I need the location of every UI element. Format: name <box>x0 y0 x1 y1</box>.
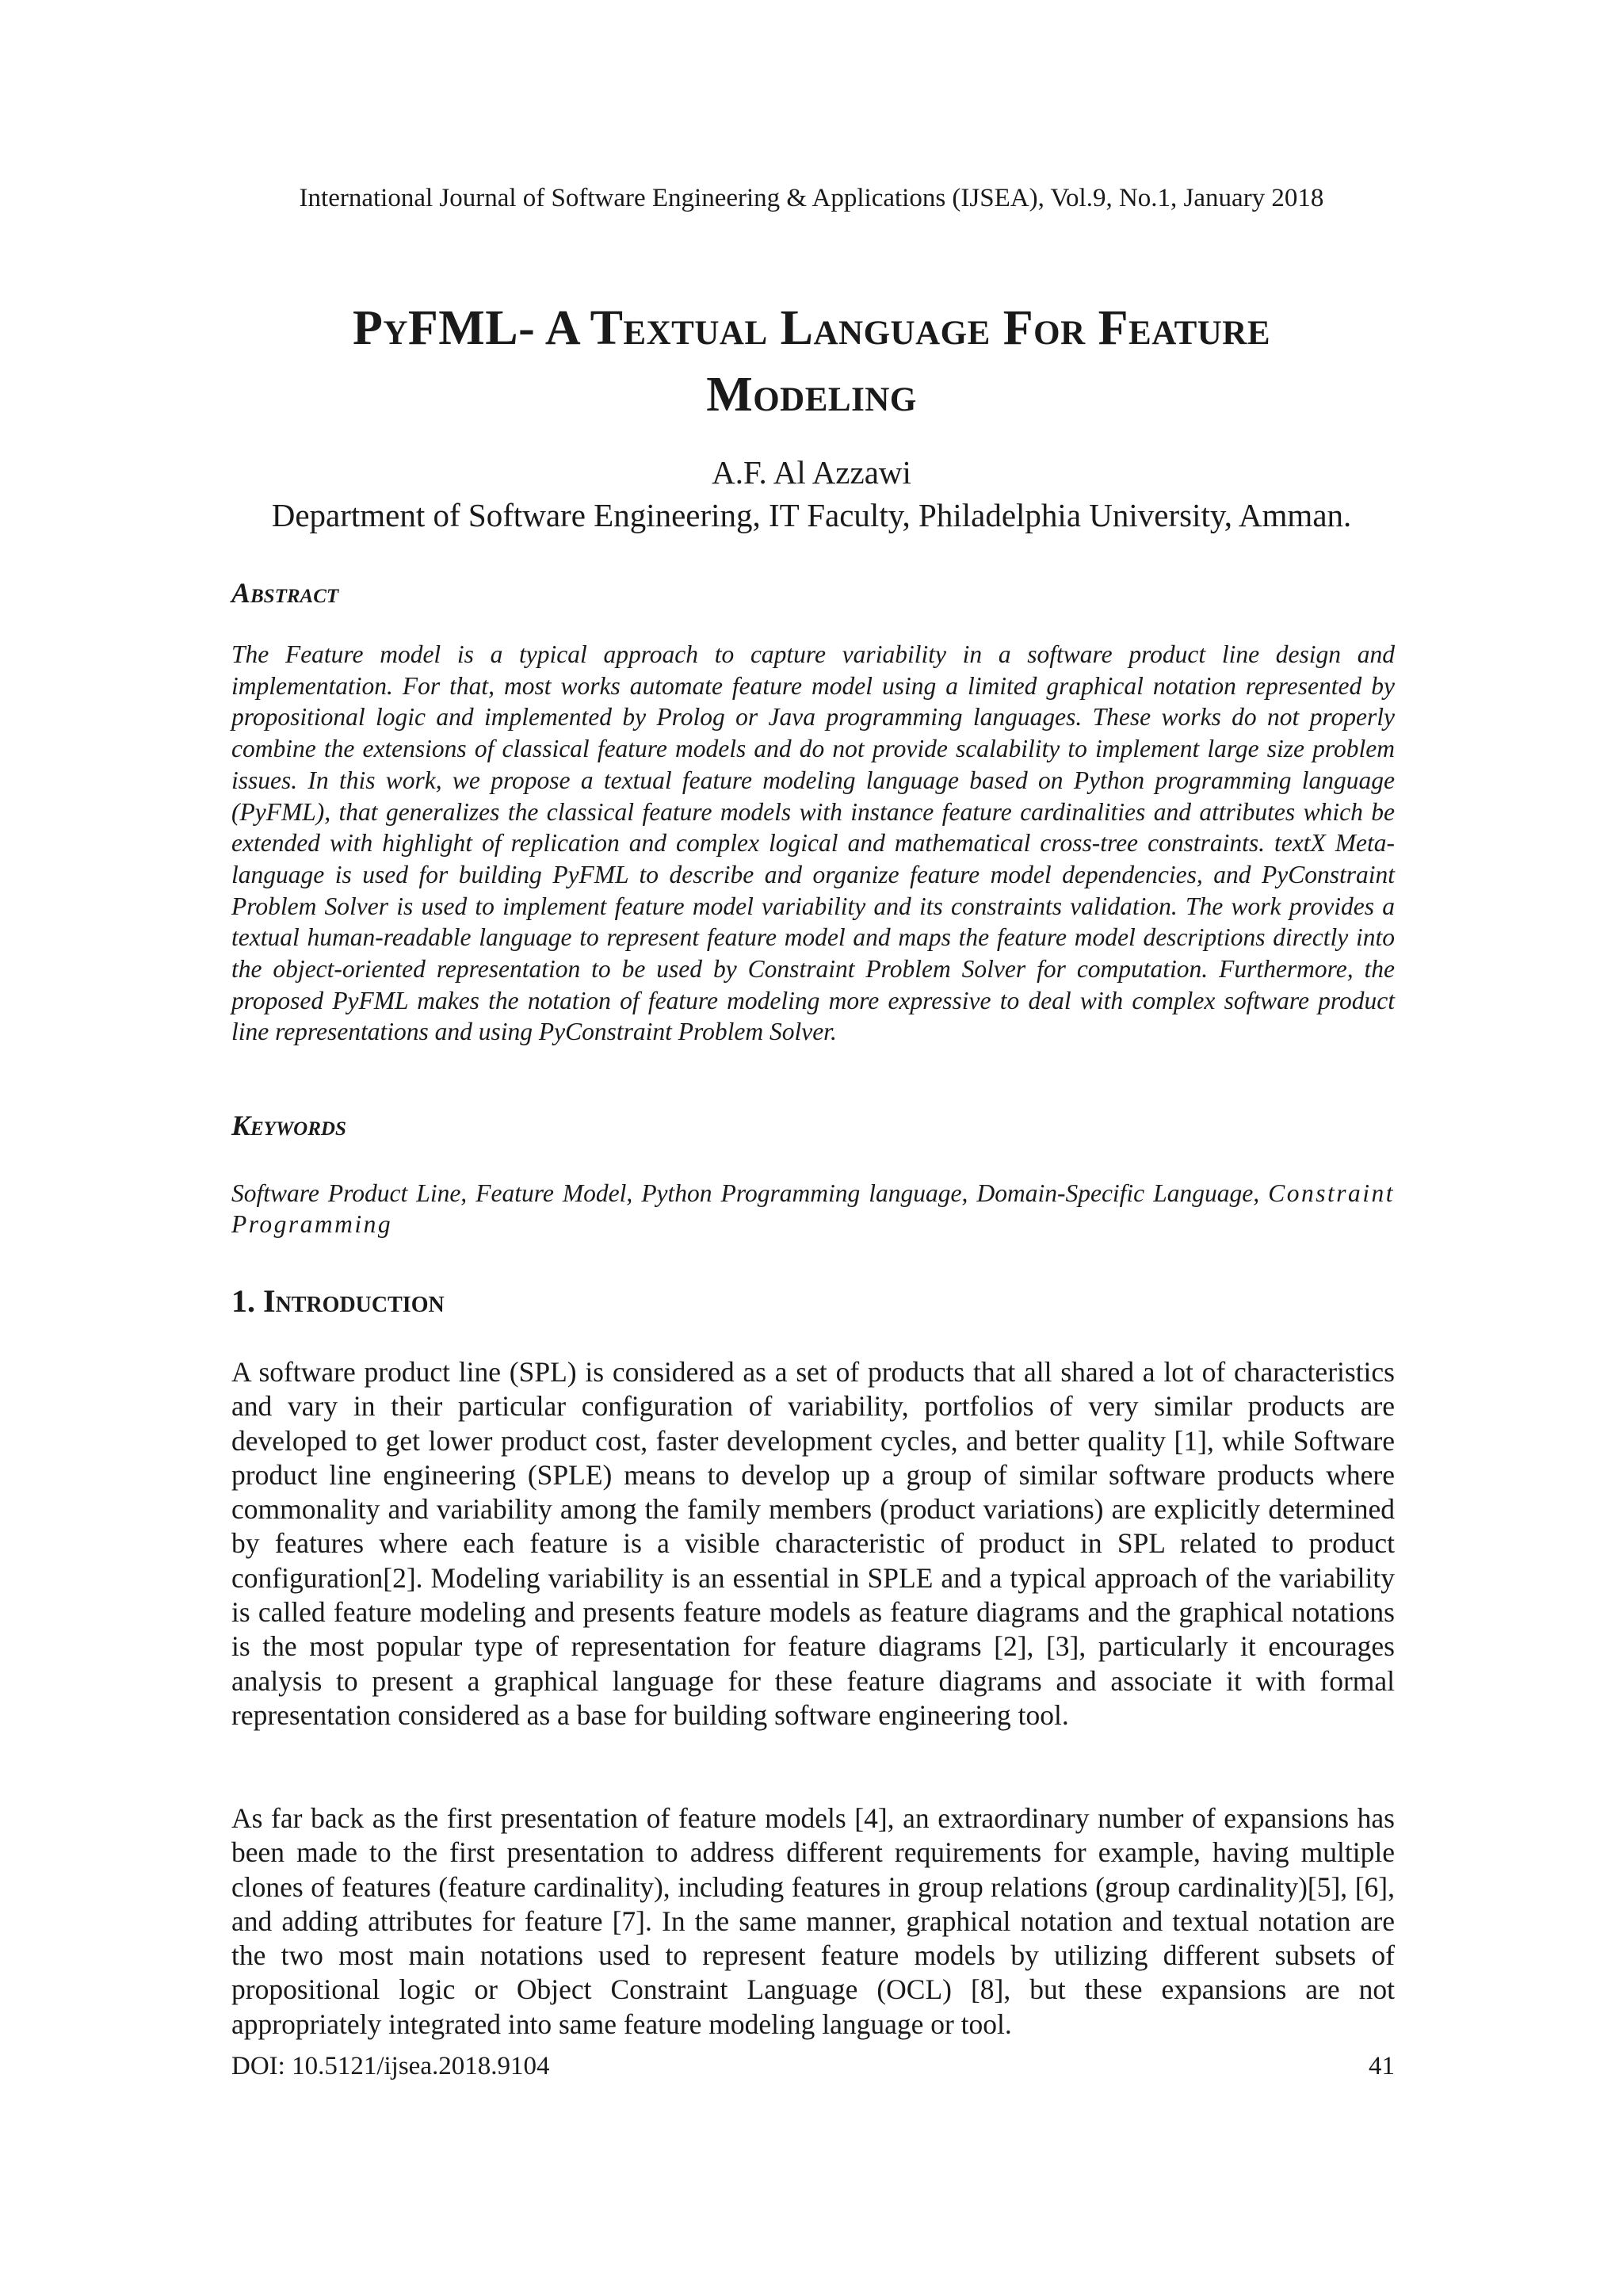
author-name: A.F. Al Azzawi <box>712 454 911 491</box>
introduction-paragraph-2: As far back as the first presentation of feature models [4], an extraordinary number of expansions has been made to the first presentation to address different requirements for example, having multiple clones of features (feature cardinality), including features in group relations (group cardinality)[5], [6], and adding attributes for feature [7]. In the same manner, graphical notation and textual notation are the two most main notations used to represent feature models by utilizing different subsets of propositional logic or Object Constraint Language (OCL) [8], but these expansions are not appropriately integrated into same feature modeling language or tool. <box>231 1802 1395 2040</box>
page-number: 41 <box>1369 2052 1395 2080</box>
keywords-last: Constraint Programming <box>231 1179 1396 1238</box>
introduction-heading: 1. Introduction <box>231 1283 445 1319</box>
author-affiliation: Department of Software Engineering, IT Faculty, Philadelphia University, Amman. <box>271 497 1352 533</box>
abstract-text: The Feature model is a typical approach to capture variability in a software product line design and implementation. For that, most works automate feature model using a limited graphical notation represented by propositional logic and implemented by Prolog or Java programming languages. These works do not properly combine the extensions of classical feature models and do not provide scalability to implement large size problem issues. In this work, we propose a textual feature modeling language based on Python programming language (PyFML), that generalizes the classical feature models with instance feature cardinalities and attributes which be extended with highlight of replication and complex logical and mathematical cross-tree constraints. textX Meta-language is used for building PyFML to describe and organize feature model dependencies, and PyConstraint Problem Solver is used to implement feature model variability and its constraints validation. The work provides a textual human-readable language to represent feature model and maps the feature model descriptions directly into the object-oriented representation to be used by Constraint Problem Solver for computation. Furthermore, the proposed PyFML makes the notation of feature modeling more expressive to deal with complex software product line representations and using PyConstraint Problem Solver. <box>231 640 1395 1046</box>
running-head: International Journal of Software Engineering & Applications (IJSEA), Vol.9, No.1, January 2018 <box>299 184 1324 212</box>
title-line-1: PyFML- A Textual Language For Feature <box>352 301 1271 355</box>
abstract-heading: Abstract <box>231 577 339 609</box>
keywords-text <box>231 1178 1395 1240</box>
paper-title <box>158 295 1465 428</box>
keywords-main: Software Product Line, Feature Model, Python Programming language, Domain-Specific Language, <box>231 1179 1260 1207</box>
keywords-heading: Keywords <box>231 1110 346 1141</box>
introduction-paragraph-1: A software product line (SPL) is considered as a set of products that all shared a lot of characteristics and vary in their particular configuration of variability, portfolios of very similar products are developed to get lower product cost, faster development cycles, and better quality [1], while Software product line engineering (SPLE) means to develop up a group of similar software products where commonality and variability among the family members (product variations) are explicitly determined by features where each feature is a visible characteristic of product in SPL related to product configuration[2]. Modeling variability is an essential in SPLE and a typical approach of the variability is called feature modeling and presents feature models as feature diagrams and the graphical notations is the most popular type of representation for feature diagrams [2], [3], particularly it encourages analysis to present a graphical language for these feature diagrams and associate it with formal representation considered as a base for building software engineering tool. <box>231 1356 1395 1731</box>
doi-footer: DOI: 10.5121/ijsea.2018.9104 <box>231 2052 550 2080</box>
title-line-2: Modeling <box>706 368 917 422</box>
